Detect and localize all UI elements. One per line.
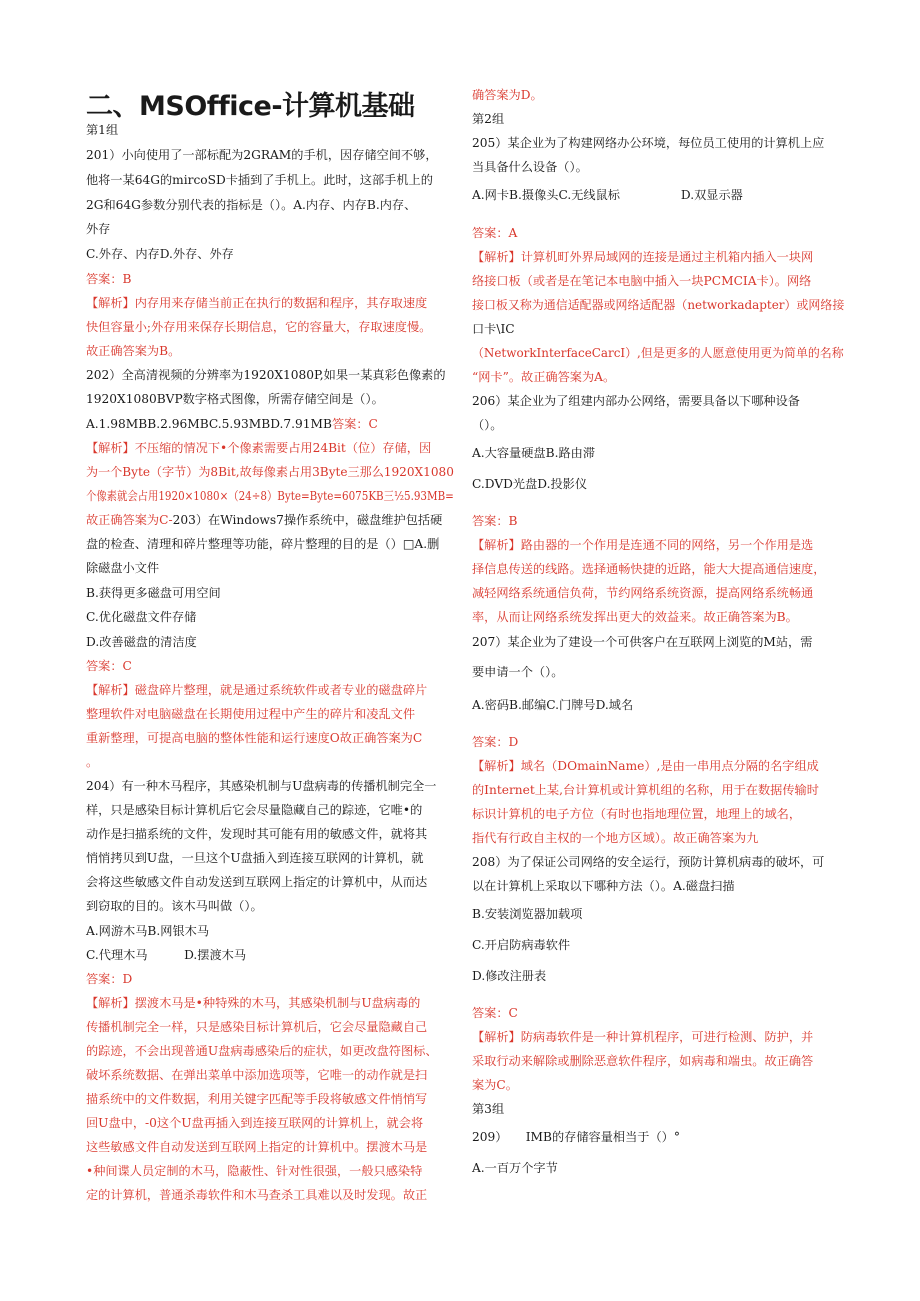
line-text: 盘的检查、清理和碎片整理等功能，碎片整理的目的是（）□A.删	[86, 537, 440, 551]
right-text-line	[472, 633, 812, 651]
right-text-line	[472, 1159, 558, 1177]
left-text-line	[86, 487, 454, 505]
left-text-line	[86, 729, 422, 747]
right-text-line	[472, 584, 813, 602]
left-text-line	[86, 753, 98, 771]
left-text-line	[86, 922, 209, 940]
line-text: 的Internet上某,台计算机或计算机组的名称，用于在数据传输时	[472, 783, 819, 797]
left-text-line	[86, 390, 384, 408]
right-text-line	[472, 224, 517, 242]
line-text: 【解析】路由器的一个作用是连通不同的网络，另一个作用是选	[472, 538, 814, 552]
right-text-line	[472, 1052, 813, 1070]
line-text: 案为C。	[472, 1078, 518, 1092]
right-text-line	[472, 416, 502, 434]
left-text-line	[86, 439, 431, 457]
right-text-line	[472, 1128, 680, 1146]
line-text: •种间谍人员定制的木马，隐蔽性、针对性很强，一般只感染特	[86, 1164, 423, 1178]
line-text: 回U盘中，-0这个U盘再插入到连接互联网的计算机上，就会将	[86, 1116, 424, 1130]
left-text-line	[86, 171, 433, 189]
left-text-line	[86, 946, 246, 964]
line-text: C.外存、内存D.外存、外存	[86, 247, 234, 261]
right-text-line	[472, 368, 615, 386]
line-text: 传播机制完全一样，只是感染目标计算机后，它会尽量隐藏自己	[86, 1020, 428, 1034]
line-text: 动作是扫描系统的文件，发现时其可能有用的敏感文件，就将其	[86, 827, 428, 841]
line-text: C.DVD光盘D.投影仪	[472, 477, 588, 491]
line-text: 【解析】摆渡木马是•种特殊的木马，其感染机制与U盘病毒的	[86, 996, 421, 1010]
right-text-line	[472, 186, 743, 204]
left-text-line	[86, 705, 415, 723]
line-text: 口卡\IC	[472, 322, 515, 336]
line-text: 【解析】域名（DOmainName）,是由一串用点分隔的名字组成	[472, 759, 819, 773]
right-text-line	[472, 853, 824, 871]
right-text-line	[472, 829, 758, 847]
right-text-line	[472, 272, 811, 290]
right-text-line	[472, 512, 518, 530]
left-text-line	[86, 825, 427, 843]
right-text-line	[472, 444, 595, 462]
line-text: C.代理木马 D.摆渡木马	[86, 948, 247, 962]
line-text: 样，只是感染目标计算机后它会尽量隐藏自己的踪迹，它唯•的	[86, 803, 423, 817]
line-text: B.安装浏览器加载项	[472, 907, 583, 921]
left-text-line	[86, 1090, 427, 1108]
line-text: 答案：B	[472, 514, 518, 528]
line-text: 206）某企业为了组建内部办公网络，需要具备以下哪种设备	[472, 394, 800, 408]
right-text-line	[472, 608, 798, 626]
left-text-line	[86, 415, 378, 433]
right-text-line	[472, 967, 546, 985]
line-text: A.网游木马B.网银木马	[86, 924, 210, 938]
line-text: 209） IMB的存储容量相当于（）°	[472, 1130, 680, 1144]
line-text: 答案：D	[86, 972, 133, 986]
left-text-line	[86, 511, 442, 529]
right-text-line	[472, 805, 801, 823]
line-text: 2G和64G参数分别代表的指标是（）。A.内存、内存B.内存、	[86, 198, 417, 212]
line-text: 故正确答案为B。	[86, 344, 181, 358]
right-text-line	[472, 1004, 518, 1022]
left-text-line	[86, 1066, 427, 1084]
line-text: （）。	[472, 418, 503, 432]
left-text-line	[86, 1186, 427, 1204]
line-text: 205）某企业为了构建网络办公环境，每位员工使用的计算机上应	[472, 136, 825, 150]
right-text-line	[472, 134, 824, 152]
line-text: C.优化磁盘文件存储	[86, 610, 197, 624]
right-text-line	[472, 733, 518, 751]
line-text: 答案：C	[86, 659, 132, 673]
left-text-line	[86, 801, 422, 819]
line-text: 整理软件对电脑磁盘在长期使用过程中产生的碎片和凌乱文件	[86, 707, 416, 721]
left-text-line	[86, 994, 420, 1012]
page-title: 二、MSOffice-计算机基础	[86, 91, 415, 122]
right-text-line	[472, 757, 819, 775]
line-text: 他将一某64G的mircoSD卡插到了手机上。此时，这部手机上的	[86, 173, 433, 187]
left-text-line	[86, 342, 180, 360]
line-text: 207）某企业为了建设一个可供客户在互联网上浏览的M站，需	[472, 635, 813, 649]
left-text-line	[86, 897, 263, 915]
right-text-line	[472, 344, 844, 362]
line-text: 到窃取的目的。该木马叫做（）。	[86, 899, 263, 913]
line-text: 个像素就会占用1920×1080×（24÷8）Byte=Byte=6075KB三½5.93MB=	[86, 489, 454, 503]
line-text: 标识计算机的电子方位（有时也指地理位置，地理上的域名，	[472, 807, 802, 821]
line-text: 【解析】磁盘碎片整理，就是通过系统软件或者专业的磁盘碎片	[86, 683, 428, 697]
right-text-line	[472, 1028, 813, 1046]
right-text-line	[472, 110, 504, 128]
line-text: 【解析】计算机町外界局域网的连接是通过主机箱内插入一块网	[472, 250, 814, 264]
left-text-line	[86, 681, 427, 699]
line-text: C.开启防病毒软件	[472, 938, 571, 952]
line-text: 1920X1080BVP数字格式图像，所需存储空间是（）。	[86, 392, 384, 406]
right-text-line	[472, 158, 588, 176]
line-text: 描系统中的文件数据，利用关键字匹配等手段将敏感文件悄悄写	[86, 1092, 428, 1106]
line-text: 要申请一个（）。	[472, 665, 564, 679]
right-text-line	[472, 936, 570, 954]
line-text: 快但容量小;外存用来保存长期信息，它的容量大，存取速度慢。	[86, 320, 432, 334]
line-text: D.修改注册表	[472, 969, 547, 983]
left-text-line	[86, 1162, 422, 1180]
right-text-line	[472, 560, 825, 578]
line-text: 【解析】防病毒软件是一种计算机程序，可进行检测、防护，并	[472, 1030, 814, 1044]
line-text: 204）有一种木马程序，其感染机制与U盘病毒的传播机制完全一	[86, 779, 437, 793]
line-text: 采取行动来解除或删除恶意软件程序，如病毒和端虫。故正确答	[472, 1054, 814, 1068]
line-text: 第1组	[86, 123, 119, 137]
line-text: 会将这些敏感文件自动发送到互联网上指定的计算机中，从而达	[86, 875, 428, 889]
line-text: 以在计算机上采取以下哪种方法（）。A.磁盘扫描	[472, 879, 735, 893]
left-text-line	[86, 463, 454, 481]
line-text: 外存	[86, 222, 111, 236]
right-text-line	[472, 663, 563, 681]
right-text-line	[472, 1076, 518, 1094]
right-text-line	[472, 905, 582, 923]
left-text-line	[86, 318, 431, 336]
line-text: A.1.98MBB.2.96MBC.5.93MBD.7.91MB	[86, 417, 332, 431]
left-text-line	[86, 196, 416, 214]
left-text-line	[86, 970, 132, 988]
right-text-line	[472, 248, 813, 266]
line-text: 指代有行政自主权的一个地方区域）。故正确答案为九	[472, 831, 759, 845]
left-text-line	[86, 270, 132, 288]
line-suffix: 答案：C	[332, 417, 378, 431]
left-text-line	[86, 245, 234, 263]
right-text-line	[472, 320, 515, 338]
line-text: D.改善磁盘的清洁度	[86, 635, 197, 649]
line-text: （NetworkInterfaceCarcI）,但是更多的人愿意使用更为简单的名称	[472, 346, 844, 360]
line-text: 定的计算机，普通杀毒软件和木马查杀工具难以及时发现。故正	[86, 1188, 428, 1202]
left-text-line	[86, 121, 118, 139]
line-text: 络接口板（或者是在笔记本电脑中插入一块PCMCIA卡）。网络	[472, 274, 812, 288]
right-text-line	[472, 696, 633, 714]
line-text: A.一百万个字节	[472, 1161, 558, 1175]
line-text: 202）全高清视频的分辨率为1920X1080P,如果一某真彩色像素的	[86, 368, 446, 382]
right-text-line	[472, 781, 819, 799]
line-text: 择信息传送的线路。选择通畅快捷的近路，能大大提高通信速度，	[472, 562, 826, 576]
line-text: 接口板又称为通信适配器或网络适配器（networkadapter）或网络接	[472, 298, 845, 312]
left-text-line	[86, 559, 159, 577]
line-text: B.获得更多磁盘可用空间	[86, 586, 221, 600]
line-text: 当具备什么设备（）。	[472, 160, 588, 174]
line-text: 。	[86, 755, 99, 769]
right-text-line	[472, 86, 543, 104]
left-text-line	[86, 294, 427, 312]
line-text: A.密码B.邮编C.门牌号D.域名	[472, 698, 634, 712]
right-text-line	[472, 475, 587, 493]
line-text: 悄悄拷贝到U盘，一旦这个U盘插入到连接互联网的计算机，就	[86, 851, 424, 865]
right-text-line	[472, 392, 800, 410]
line-text: 201）小向使用了一部标配为2GRAM的手机，因存储空间不够，	[86, 148, 438, 162]
left-text-line	[86, 608, 196, 626]
line-text: 第2组	[472, 112, 505, 126]
right-text-line	[472, 877, 735, 895]
line-text: 故正确答案为C-	[86, 513, 173, 527]
left-text-line	[86, 584, 221, 602]
left-text-line	[86, 633, 197, 651]
left-text-line	[86, 849, 423, 867]
line-text: 答案：C	[472, 1006, 518, 1020]
left-text-line	[86, 873, 427, 891]
left-text-line	[86, 657, 132, 675]
line-suffix: 203）在Windows7操作系统中，磁盘维护包括硬	[172, 513, 443, 527]
line-text: A.网卡B.摄像头C.无线鼠标 D.双显示器	[472, 188, 743, 202]
left-text-line	[86, 1138, 427, 1156]
left-text-line	[86, 220, 110, 238]
line-text: 答案：D	[472, 735, 519, 749]
line-text: A.大容量硬盘B.路由滞	[472, 446, 596, 460]
line-text: 率，从而让网络系统发挥出更大的效益来。故正确答案为B。	[472, 610, 798, 624]
line-text: 208）为了保证公司网络的安全运行，预防计算机病毒的破坏，可	[472, 855, 825, 869]
line-text: 确答案为D。	[472, 88, 543, 102]
line-text: “网卡”。故正确答案为A。	[472, 370, 616, 384]
line-text: 重新整理，可提高电脑的整体性能和运行速度O故正确答案为C	[86, 731, 423, 745]
right-text-line	[472, 536, 813, 554]
left-text-line	[86, 1018, 427, 1036]
right-text-line	[472, 296, 844, 314]
line-text: 减轻网络系统通信负荷，节约网络系统资源，提高网络系统畅通	[472, 586, 814, 600]
line-text: 破坏系统数据、在弹出菜单中添加选项等，它唯一的动作就是扫	[86, 1068, 428, 1082]
line-text: 的踪迹，不会出现普通U盘病毒感染后的症状，如更改盘符图标、	[86, 1044, 438, 1058]
left-text-line	[86, 366, 446, 384]
line-text: 【解析】内存用来存储当前正在执行的数据和程序，其存取速度	[86, 296, 428, 310]
line-text: 第3组	[472, 1102, 505, 1116]
right-text-line	[472, 1100, 504, 1118]
line-text: 答案：A	[472, 226, 518, 240]
line-text: 为一个Byte（字节）为8Bit,故每像素占用3Byte三那么1920X1080	[86, 465, 454, 479]
line-text: 【解析】不压缩的情况下•个像素需要占用24Bit（位）存储，因	[86, 441, 432, 455]
left-text-line	[86, 535, 439, 553]
left-text-line	[86, 777, 436, 795]
left-text-line	[86, 146, 438, 164]
left-text-line	[86, 1114, 423, 1132]
left-text-line	[86, 1042, 438, 1060]
line-text: 除磁盘小文件	[86, 561, 160, 575]
line-text: 这些敏感文件自动发送到互联网上指定的计算机中。摆渡木马是	[86, 1140, 428, 1154]
line-text: 答案：B	[86, 272, 132, 286]
